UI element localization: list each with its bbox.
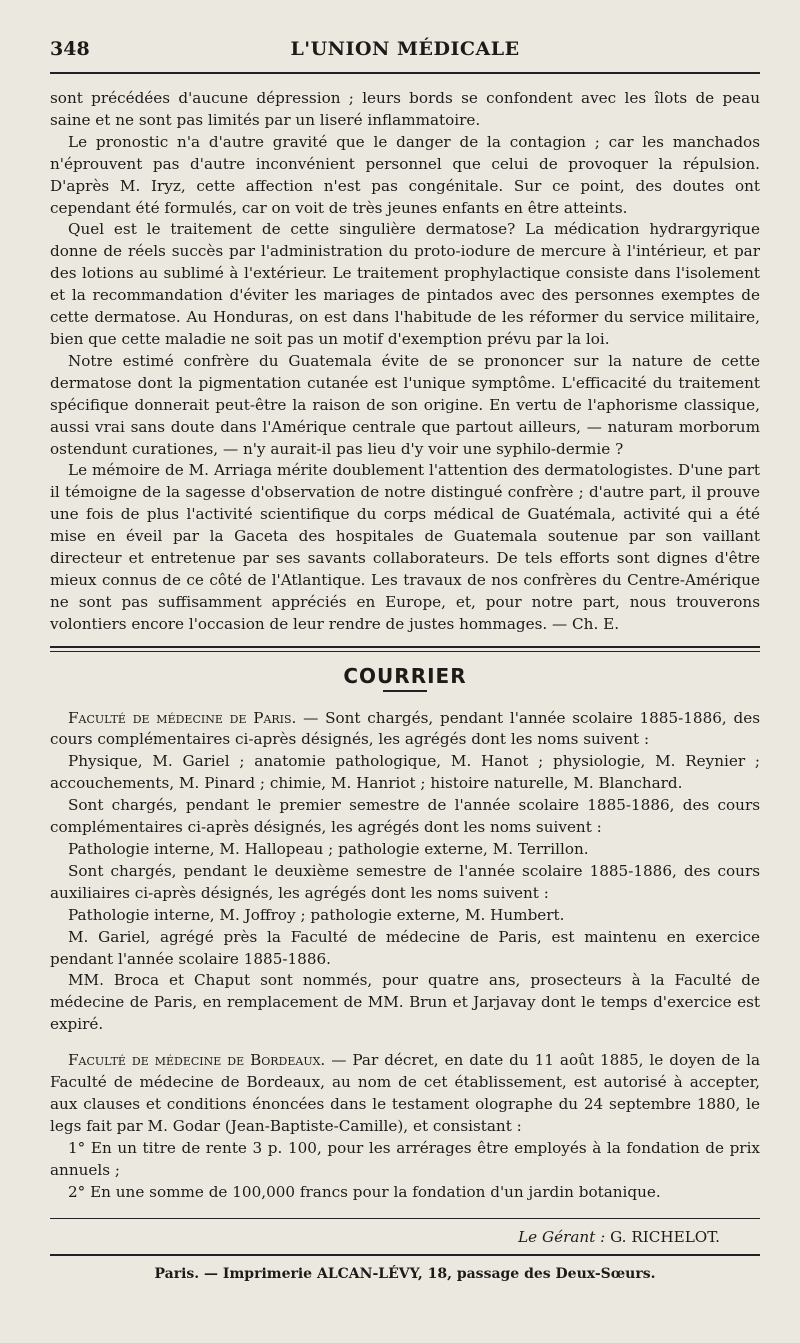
gerant-line (50, 1227, 760, 1249)
section-title: COURRIER (343, 663, 467, 688)
courrier-paragraph: Physique, M. Gariel ; anatomie pathologique, M. Hanot ; physiologie, M. Reynier ; accouchements, M. Pinard ; chimie, M. Hanriot ; histoire naturelle, M. Blanchard. (50, 752, 760, 793)
article-paragraph: Le mémoire de M. Arriaga mérite doublement l'attention des dermatologistes. D'une part il témoigne de la sagesse d'observation de notre distingué confrère ; d'autre part, il prouve une fois de plus l'activité scientifique du corps médical de Guatémala, activité qui a été mise en éveil par la Gaceta des hospitales de Guatemala soutenue par son vaillant directeur et entretenue par ses savants collaborateurs. De tels efforts sont dignes d'être mieux connus de ce côté de l'Atlantique. Les travaux de nos confrères du Centre-Amérique ne sont pas suffisamment appréciés en Europe, et, pour notre part, nous trouverons volontiers encore l'occasion de leur rendre de justes hommages. — Ch. E. (50, 461, 760, 633)
gerant-label: Le Gérant : (518, 1227, 606, 1246)
printer-imprint: Paris. — Imprimerie ALCAN-LÉVY, 18, passage des Deux-Sœurs. (154, 1266, 656, 1283)
faculty-heading-paris: Faculté de médecine de Paris. (68, 708, 297, 727)
journal-title: L'UNION MÉDICALE (290, 38, 520, 60)
gerant-name: G. RICHELOT. (610, 1227, 720, 1246)
spacer (50, 1036, 760, 1050)
article-paragraph: Le pronostic n'a d'autre gravité que le danger de la contagion ; car les manchados n'éprouvent pas d'autre inconvénient personnel que celui de provoquer la répulsion. D'après M. Iryz, cette affection n'est pas congénitale. Sur ce point, des doutes ont cependant été formulés, car on voit de très jeunes enfants en être atteints. (50, 132, 760, 217)
courrier-paragraph: Sont chargés, pendant le premier semestre de l'année scolaire 1885-1886, des cours complémentaires ci-après désignés, les agrégés dont les noms suivent : (50, 796, 760, 837)
footer-rule-thick (50, 1254, 760, 1256)
page-body (50, 88, 760, 1286)
courrier-paragraph (50, 1050, 760, 1138)
courrier-paragraph: Pathologie interne, M. Hallopeau ; pathologie externe, M. Terrillon. (68, 840, 589, 858)
title-underline (383, 690, 427, 692)
courrier-paragraph (50, 708, 760, 752)
courrier-paragraph: MM. Broca et Chaput sont nommés, pour quatre ans, prosecteurs à la Faculté de médecine de Paris, en remplacement de MM. Brun et Jarjavay dont le temps d'exercice est expiré. (50, 971, 760, 1034)
courrier-paragraph: 2° En une somme de 100,000 francs pour la fondation d'un jardin botanique. (68, 1182, 661, 1201)
article-paragraph: sont précédées d'aucune dépression ; leurs bords se confondent avec les îlots de peau saine et ne sont pas limités par un liseré inflammatoire. (50, 89, 760, 129)
courrier-text: — Par décret, en date du 11 août 1885, le doyen de la Faculté de médecine de Bordeaux, au nom de cet établissement, est autorisé à accepter, aux clauses et conditions énoncées dans le testament olographe du 24 septembre 1880, le legs fait par M. Godar (Jean-Baptiste-Camille), et consistant : (50, 1051, 760, 1135)
courrier-paragraph: 1° En un titre de rente 3 p. 100, pour les arrérages être employés à la fondation de prix annuels ; (50, 1138, 760, 1179)
courrier-paragraph: Sont chargés, pendant le deuxième semestre de l'année scolaire 1885-1886, des cours auxiliaires ci-après désignés, les agrégés dont les noms suivent : (50, 861, 760, 902)
courrier-paragraph: Pathologie interne, M. Joffroy ; pathologie externe, M. Humbert. (68, 905, 565, 924)
footer-rule (50, 1218, 760, 1219)
faculty-heading-bordeaux: Faculté de médecine de Bordeaux. (68, 1051, 326, 1070)
page-header (50, 38, 760, 68)
courrier-text: — Sont chargés, pendant l'année scolaire 1885-1886, des cours complémentaires ci-après désignés, les agrégés dont les noms suivent : (50, 708, 760, 749)
article-paragraph: Quel est le traitement de cette singulière dermatose? La médication hydrargyrique donne de réels succès par l'administration du proto-iodure de mercure à l'intérieur, et par des lotions au sublimé à l'extérieur. Le traitement prophylactique consiste dans l'isolement et la recommandation d'éviter les mariages de pintados avec des personnes exemptes de cette dermatose. Au Honduras, on est dans l'habitude de les réformer du service militaire, bien que cette maladie ne soit pas un motif d'exemption prévu par la loi. (50, 220, 760, 348)
page-number: 348 (50, 38, 90, 60)
courrier-paragraph: M. Gariel, agrégé près la Faculté de médecine de Paris, est maintenu en exercice pendant l'année scolaire 1885-1886. (50, 927, 760, 968)
section-divider (50, 646, 760, 652)
header-rule (50, 72, 760, 74)
article-paragraph: Notre estimé confrère du Guatemala évite de se prononcer sur la nature de cette dermatose dont la pigmentation cutanée est l'unique symptôme. L'efficacité du traitement spécifique donnerait peut-être la raison de son origine. En vertu de l'aphorisme classique, aussi vrai sans doute dans l'Amérique centrale que partout ailleurs, — naturam morborum ostendunt curationes, — n'y aurait-il pas lieu d'y voir une syphilo-dermie ? (50, 351, 760, 458)
